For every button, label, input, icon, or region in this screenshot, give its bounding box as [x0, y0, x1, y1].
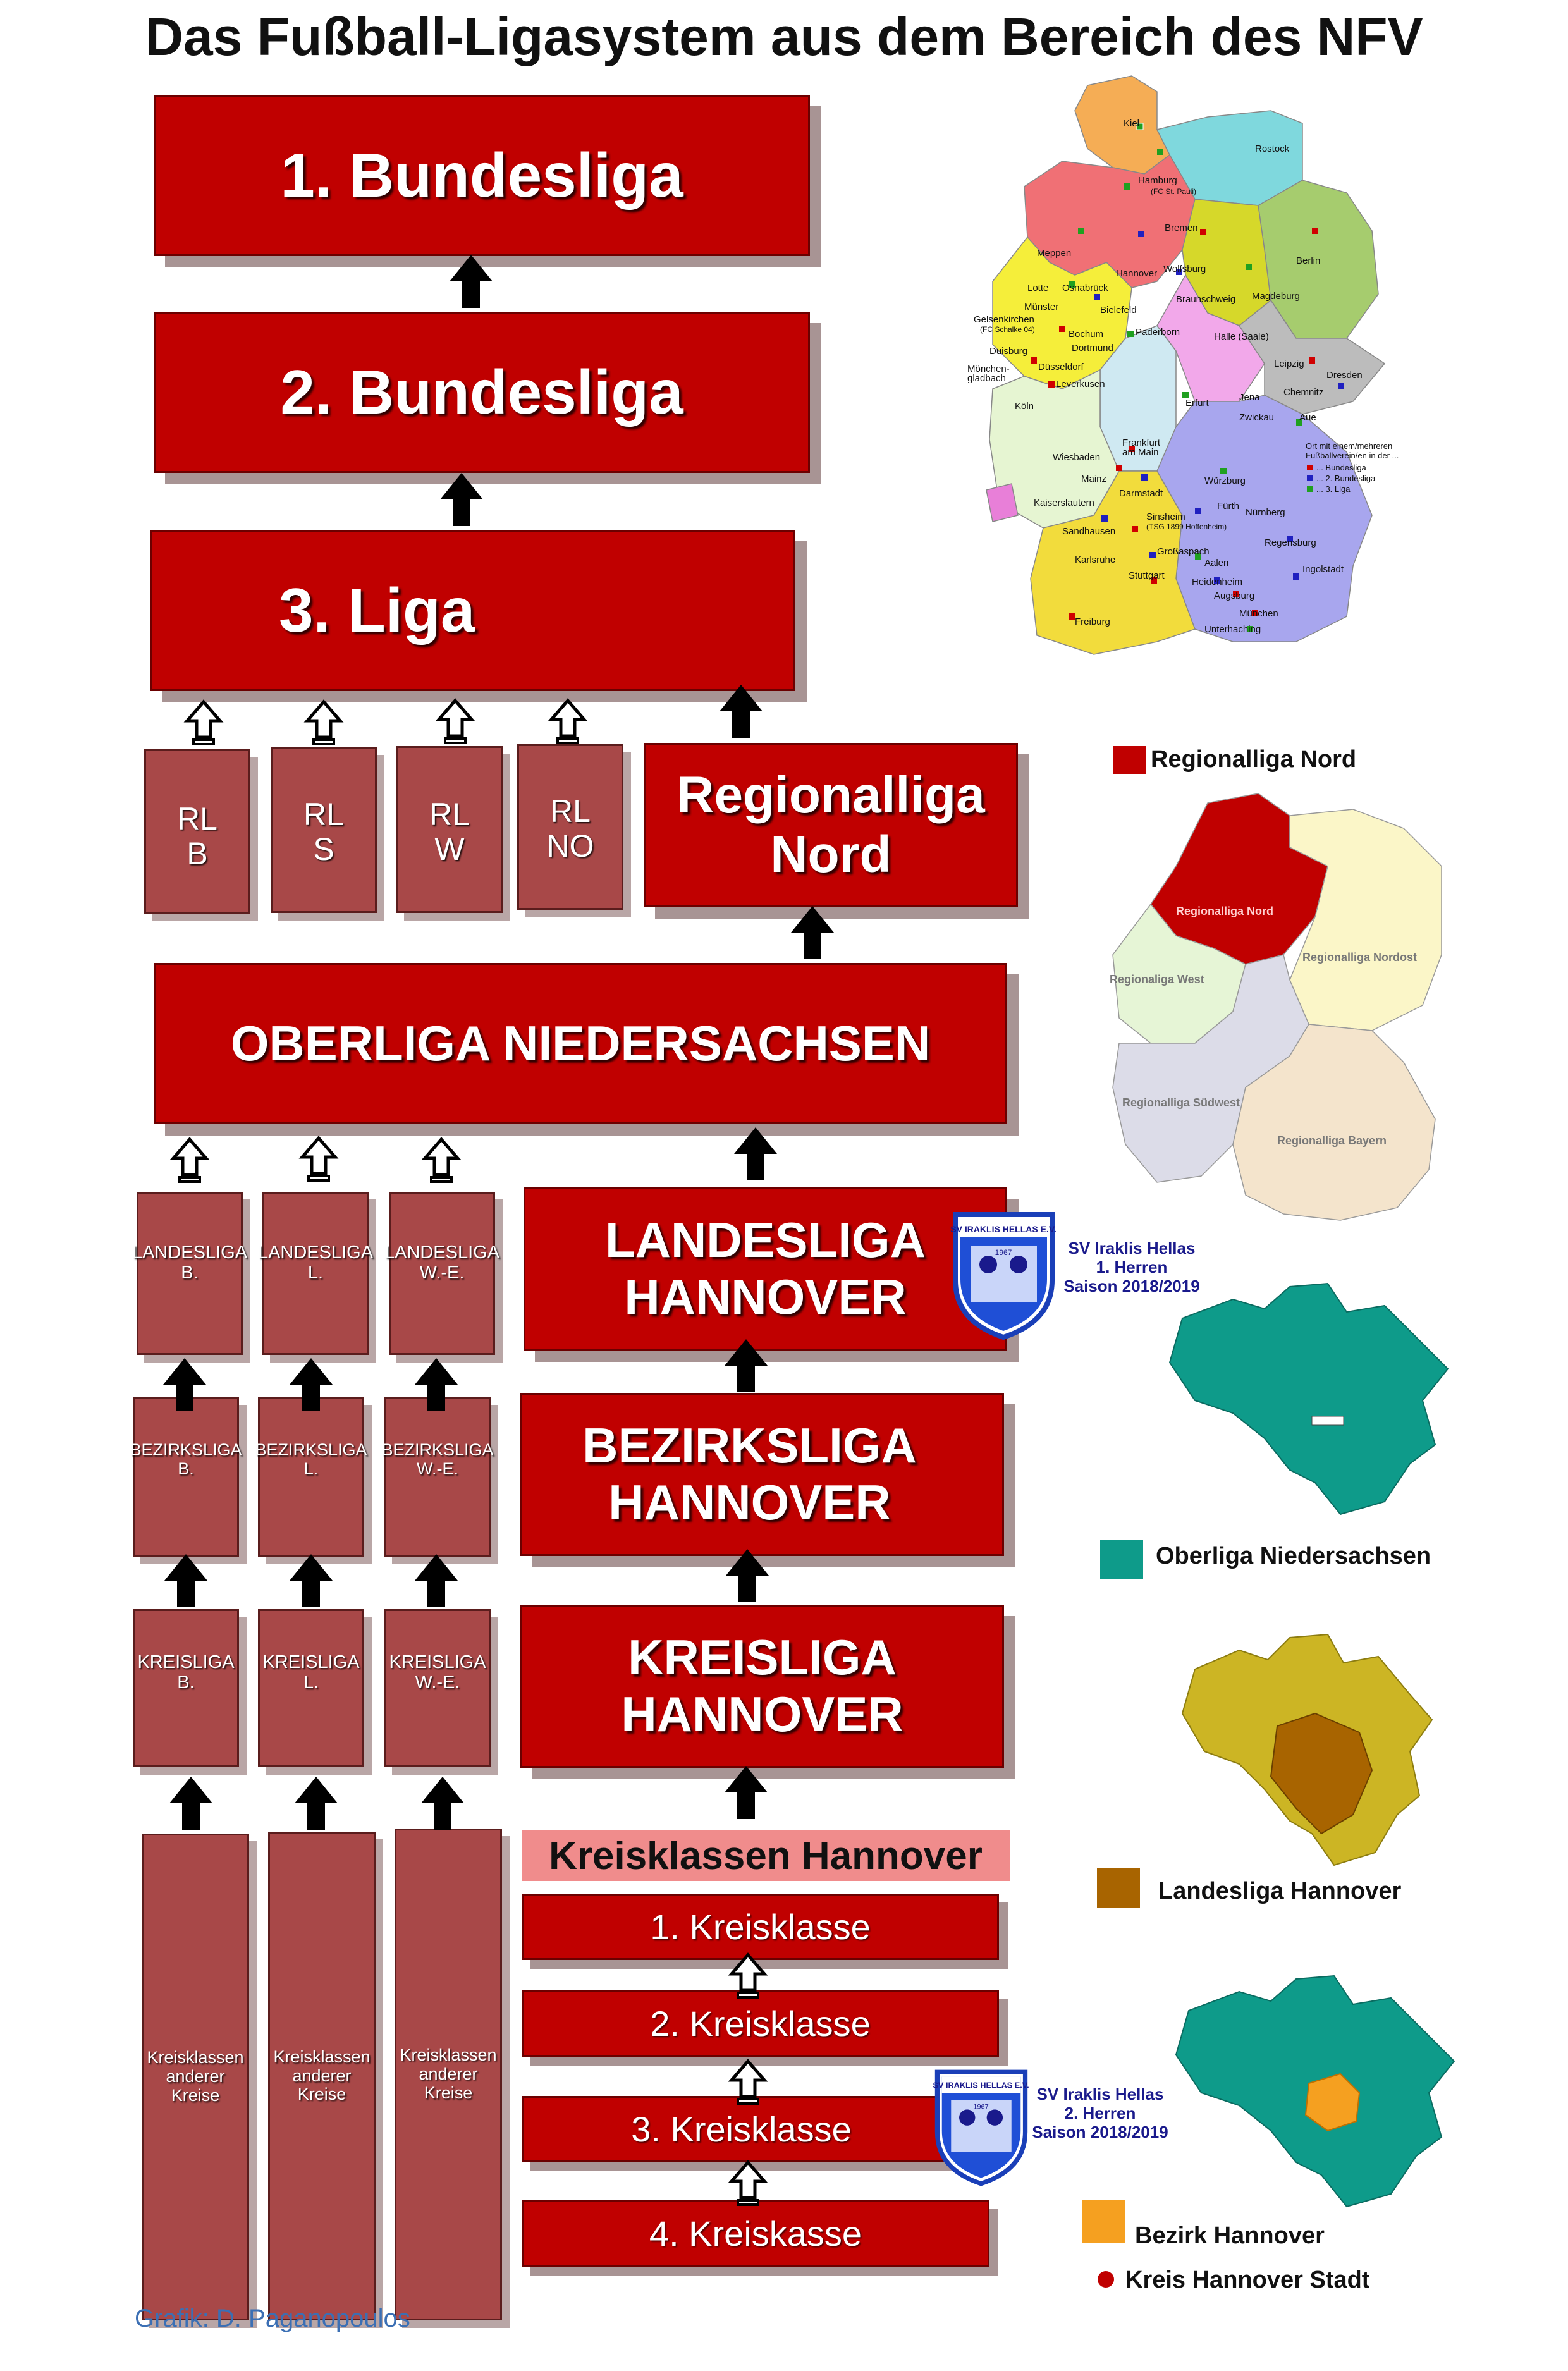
bl-we-1: BEZIRKSLIGA	[381, 1440, 494, 1459]
label-3-liga: 3. Liga	[279, 575, 475, 646]
kko2-1: Kreisklassen	[273, 2047, 371, 2066]
city-label: Leipzig	[1274, 358, 1304, 369]
kreisklasse-4-label: 4. Kreiskasse	[649, 2214, 862, 2253]
rl-b-line2: B	[187, 836, 208, 871]
legend-label-bezirk: Bezirk Hannover	[1135, 2222, 1325, 2249]
kreisliga-line2: HANNOVER	[621, 1686, 903, 1742]
city-label: (FC St. Pauli)	[1151, 187, 1197, 196]
city-label: Aalen	[1204, 558, 1229, 568]
arrow-up-outline-icon	[302, 1138, 335, 1180]
rl-s-line2: S	[313, 831, 334, 867]
kl-we-1: KREISLIGA	[389, 1652, 486, 1672]
arrow-up-icon	[440, 473, 483, 526]
ll-b-2: B.	[181, 1262, 199, 1283]
oberliga-map	[1157, 1274, 1461, 1521]
regionalliga-line1: Regionalliga	[677, 766, 985, 824]
map-label-suedwest: Regionalliga Südwest	[1122, 1096, 1240, 1109]
city-label: Sandhausen	[1062, 526, 1116, 537]
label-oberliga: OBERLIGA NIEDERSACHSEN	[230, 1015, 931, 1071]
bl-b-1: BEZIRKSLIGA	[130, 1440, 242, 1459]
arrow-up-outline-icon	[187, 702, 220, 744]
arrow-up-icon	[725, 1339, 768, 1392]
arrow-up-outline-icon	[732, 1955, 764, 1997]
kl-l-1: KREISLIGA	[262, 1652, 360, 1672]
kreisklassen-heading: Kreisklassen Hannover	[522, 1830, 1010, 1881]
badge1-line2: 1. Herren	[1096, 1257, 1168, 1277]
city-label: Gelsenkirchen	[974, 314, 1034, 325]
city-label: Unterhaching	[1204, 624, 1261, 635]
city-label: Rostock	[1255, 144, 1290, 154]
kko1-2: anderer	[166, 2067, 225, 2086]
city-label: Zwickau	[1239, 412, 1275, 423]
city-label: Bremen	[1165, 223, 1198, 233]
city-label: (TSG 1899 Hoffenheim)	[1146, 522, 1227, 531]
niedersachsen-shape	[1170, 1284, 1448, 1514]
kreisklasse-3-label: 3. Kreisklasse	[631, 2109, 852, 2149]
city-label: Halle (Saale)	[1214, 331, 1269, 342]
city-label: Leverkusen	[1056, 379, 1105, 389]
badge2-line2: 2. Herren	[1064, 2103, 1136, 2123]
regionalliga-line2: Nord	[770, 826, 891, 883]
kl-b-2: B.	[177, 1672, 195, 1693]
city-label: gladbach	[967, 373, 1006, 384]
crest-text: SV IRAKLIS HELLAS E.V.	[950, 1224, 1057, 1234]
city-label: Osnabrück	[1062, 283, 1108, 293]
germany-map	[967, 73, 1423, 695]
city-label: Lotte	[1027, 283, 1049, 293]
city-label: Chemnitz	[1283, 387, 1324, 398]
city-label: Frankfurt	[1122, 438, 1161, 448]
arrow-up-icon	[726, 1549, 769, 1602]
badge1-line1: SV Iraklis Hellas	[1068, 1239, 1196, 1258]
arrow-up-icon	[415, 1554, 458, 1607]
map-legend-title-2: Fußballverein/en in der ...	[1306, 451, 1399, 460]
ll-b-1: LANDESLIGA	[132, 1242, 248, 1263]
map-legend-item: ... 2. Bundesliga	[1316, 474, 1376, 483]
city-label: Regensburg	[1265, 537, 1316, 548]
bezirksliga-line2: HANNOVER	[608, 1474, 891, 1530]
ll-we-1: LANDESLIGA	[384, 1242, 500, 1263]
legend-label-oberliga: Oberliga Niedersachsen	[1156, 1543, 1431, 1569]
arrow-up-outline-icon	[307, 702, 340, 744]
kreisklasse-2-label: 2. Kreisklasse	[650, 2004, 871, 2043]
rl-s-line1: RL	[303, 797, 344, 832]
map-label-nord: Regionalliga Nord	[1176, 905, 1274, 917]
arrow-up-icon	[791, 906, 834, 959]
city-label: Bielefeld	[1100, 305, 1137, 316]
arrow-up-outline-icon	[551, 701, 584, 743]
badge1-line3: Saison 2018/2019	[1063, 1276, 1200, 1296]
legend-swatch-bezirk	[1082, 2200, 1125, 2243]
arrow-up-icon	[163, 1358, 206, 1411]
city-label: Jena	[1239, 392, 1260, 403]
arrow-up-icon	[415, 1358, 458, 1411]
region-schleswig-holstein	[1075, 76, 1170, 174]
city-label: Mainz	[1081, 474, 1107, 484]
landesliga-line1: LANDESLIGA	[605, 1212, 926, 1268]
kko2-2: anderer	[292, 2066, 352, 2085]
kl-we-2: W.-E.	[415, 1672, 460, 1693]
city-label: Berlin	[1296, 255, 1321, 266]
kl-l-2: L.	[303, 1672, 319, 1693]
label-1-bundesliga: 1. Bundesliga	[280, 140, 683, 211]
kko3-3: Kreise	[424, 2083, 473, 2102]
city-label: Kiel	[1123, 118, 1139, 129]
arrow-up-icon	[169, 1777, 212, 1830]
city-label: Darmstadt	[1119, 488, 1163, 499]
rl-b-line1: RL	[177, 801, 217, 836]
legend-swatch-oberliga	[1100, 1540, 1143, 1579]
arrow-up-outline-icon	[732, 2061, 764, 2104]
arrow-up-icon	[164, 1554, 207, 1607]
kreisliga-line1: KREISLIGA	[628, 1629, 897, 1686]
bl-we-2: W.-E.	[417, 1459, 458, 1478]
legend-dot-kreis	[1098, 2271, 1114, 2288]
bezirksliga-line1: BEZIRKSLIGA	[582, 1418, 917, 1474]
arrow-up-icon	[295, 1777, 338, 1830]
landesliga-line2: HANNOVER	[624, 1269, 907, 1325]
kl-b-1: KREISLIGA	[137, 1652, 235, 1672]
map-legend-title-1: Ort mit einem/mehreren	[1306, 441, 1393, 451]
city-label: Aue	[1299, 412, 1316, 423]
city-label: Duisburg	[989, 346, 1028, 357]
kko3-1: Kreisklassen	[400, 2045, 497, 2065]
landesliga-map	[1170, 1625, 1442, 1878]
badge-2-herren	[1027, 2085, 1173, 2142]
city-label: (FC Schalke 04)	[980, 325, 1035, 334]
city-label: Bochum	[1069, 329, 1104, 340]
ll-l-2: L.	[307, 1262, 324, 1283]
city-label: Meppen	[1037, 248, 1072, 259]
label-2-bundesliga: 2. Bundesliga	[280, 357, 683, 427]
city-label: Kaiserslautern	[1034, 498, 1094, 508]
kreisklasse-1-label: 1. Kreisklasse	[650, 1907, 871, 1947]
city-label: Erfurt	[1185, 398, 1209, 408]
city-label: Heidenheim	[1192, 577, 1243, 587]
legend-label-kreis: Kreis Hannover Stadt	[1125, 2267, 1370, 2293]
badge2-line1: SV Iraklis Hellas	[1036, 2085, 1164, 2104]
region-saarland	[986, 484, 1018, 522]
arrow-up-outline-icon	[173, 1139, 206, 1182]
map-label-nordost: Regionalliga Nordost	[1302, 951, 1418, 964]
legend-swatch-landesliga	[1097, 1868, 1140, 1908]
credit-text: Grafik: D. Paganopoulos	[135, 2305, 410, 2332]
legend-swatch-regionalliga	[1113, 746, 1146, 774]
city-label: Großaspach	[1157, 546, 1210, 557]
ll-l-1: LANDESLIGA	[257, 1242, 374, 1263]
bezirk-map	[1163, 1966, 1473, 2219]
map-legend-item: ... 3. Liga	[1316, 484, 1351, 494]
crest-year: 1967	[995, 1248, 1012, 1257]
rl-no-line2: NO	[546, 828, 594, 864]
city-label: am Main	[1122, 447, 1159, 458]
legend-label-landesliga: Landesliga Hannover	[1158, 1878, 1402, 1904]
city-label: Braunschweig	[1176, 294, 1236, 305]
arrow-up-outline-icon	[439, 701, 472, 743]
arrow-up-icon	[734, 1127, 777, 1180]
crest-year: 1967	[973, 2103, 989, 2111]
page-title: Das Fußball-Ligasystem aus dem Bereich des NFV	[145, 7, 1423, 66]
city-label: Freiburg	[1075, 616, 1110, 627]
kko3-2: anderer	[419, 2064, 478, 2084]
city-label: Augsburg	[1214, 591, 1255, 601]
arrow-up-icon	[421, 1777, 464, 1830]
city-label: Köln	[1015, 401, 1034, 412]
city-label: Münster	[1024, 302, 1059, 312]
arrow-up-icon	[290, 1358, 333, 1411]
city-label: Düsseldorf	[1038, 362, 1084, 372]
rl-no-line1: RL	[550, 793, 591, 829]
arrow-up-icon	[290, 1554, 333, 1607]
city-label: Hannover	[1116, 268, 1158, 279]
city-label: München	[1239, 608, 1278, 619]
bl-l-2: L.	[303, 1459, 319, 1478]
map-label-bayern: Regionalliga Bayern	[1277, 1134, 1387, 1147]
map-legend-item: ... Bundesliga	[1316, 463, 1366, 472]
arrow-up-outline-icon	[425, 1139, 458, 1182]
city-label: Ingolstadt	[1302, 564, 1344, 575]
arrow-up-icon	[725, 1766, 768, 1819]
kko1-3: Kreise	[171, 2085, 220, 2105]
city-label: Magdeburg	[1252, 291, 1300, 302]
city-label: Dresden	[1326, 370, 1363, 381]
ll-we-2: W.-E.	[419, 1262, 465, 1283]
kko2-3: Kreise	[297, 2085, 346, 2104]
badge2-line3: Saison 2018/2019	[1032, 2122, 1168, 2141]
city-label: Dortmund	[1072, 343, 1113, 353]
kko1-1: Kreisklassen	[147, 2048, 244, 2068]
bl-b-2: B.	[178, 1459, 194, 1478]
bl-l-1: BEZIRKSLIGA	[255, 1440, 367, 1459]
city-label: Wolfsburg	[1163, 264, 1206, 274]
rl-w-line2: W	[434, 831, 465, 867]
city-label: Wiesbaden	[1053, 452, 1101, 463]
rl-w-line1: RL	[429, 797, 470, 832]
city-label: Paderborn	[1136, 327, 1180, 338]
regionalliga-map	[1100, 790, 1454, 1227]
city-label: Würzburg	[1204, 475, 1246, 486]
city-label: Hamburg	[1138, 175, 1177, 186]
legend-label-regionalliga: Regionalliga Nord	[1151, 746, 1357, 773]
region-bayern	[1157, 395, 1372, 642]
club-crest-icon	[934, 2068, 1029, 2188]
city-label: Mönchen-	[967, 364, 1010, 374]
city-label: Nürnberg	[1246, 507, 1285, 518]
crest-text: SV IRAKLIS HELLAS E.V.	[933, 2080, 1029, 2090]
city-label: Karlsruhe	[1075, 554, 1116, 565]
city-label: Stuttgart	[1129, 570, 1165, 581]
arrow-up-icon	[720, 685, 763, 738]
city-label: Fürth	[1217, 501, 1240, 512]
arrow-up-icon	[450, 255, 493, 308]
club-crest-icon	[952, 1211, 1056, 1340]
city-label: Sinsheim	[1146, 512, 1185, 522]
arrow-up-outline-icon	[732, 2162, 764, 2205]
map-label-west: Regionaliga West	[1110, 973, 1204, 986]
